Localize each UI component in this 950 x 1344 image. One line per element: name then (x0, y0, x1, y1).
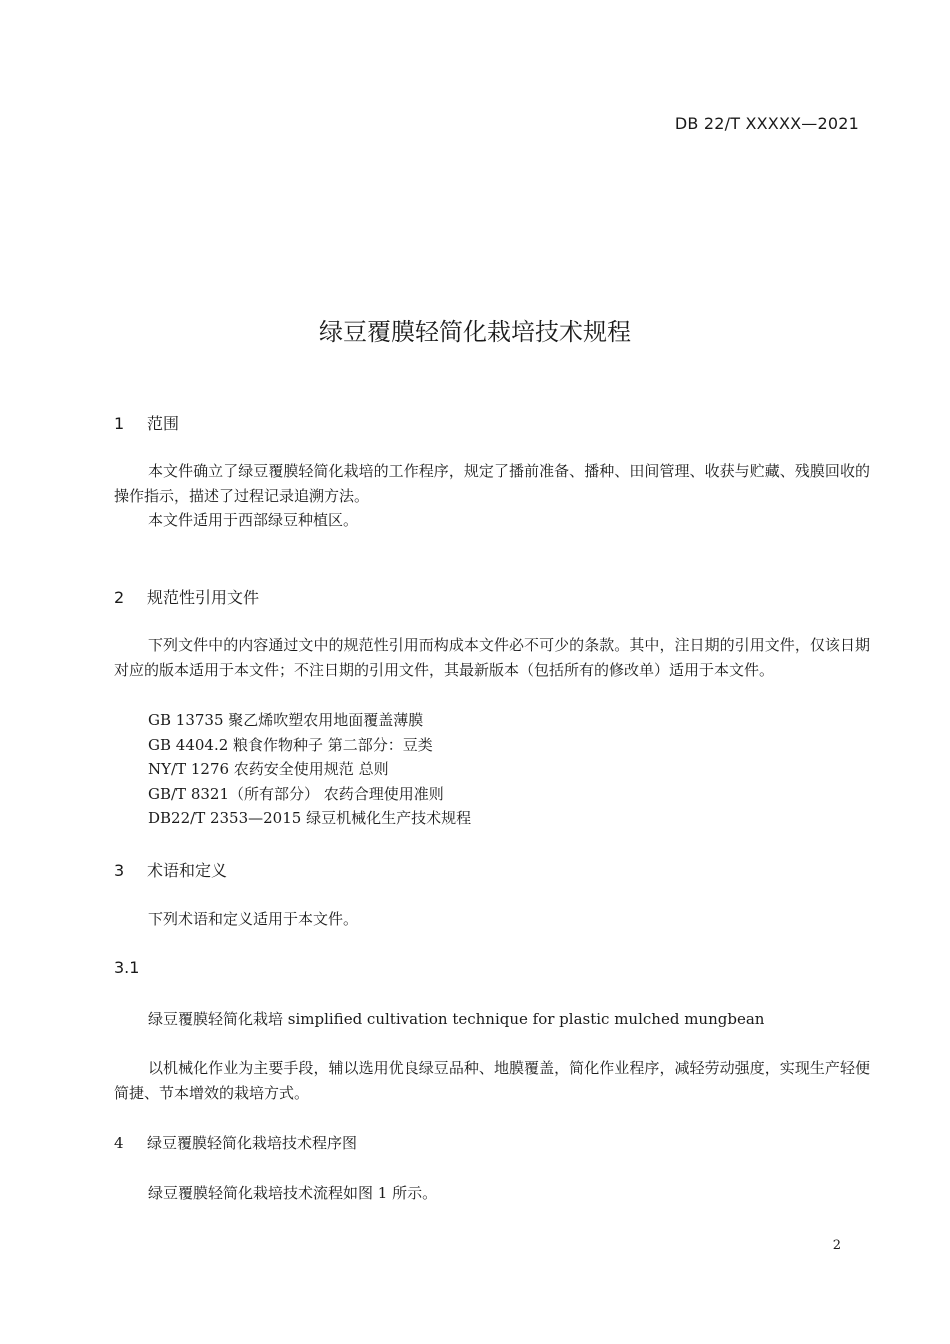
document-title: 绿豆覆膜轻简化栽培技术规程 (319, 318, 631, 346)
section-number: 4 (114, 1134, 124, 1152)
section-number: 2 (114, 588, 125, 607)
reference-item: GB/T 8321（所有部分） 农药合理使用准则 (148, 784, 444, 803)
section-title: 术语和定义 (147, 861, 228, 880)
section-2-paragraph-1: 下列文件中的内容通过文中的规范性引用而构成本文件必不可少的条款。其中，注日期的引用文件，仅该日期对应的版本适用于本文件；不注日期的引用文件，其最新版本（包括所有的修改单）适用于本文件。 (114, 636, 870, 679)
term-definition: 以机械化作业为主要手段，辅以选用优良绿豆品种、地膜覆盖，简化作业程序，减轻劳动强度，实现生产轻便简捷、节本增效的栽培方式。 (114, 1059, 870, 1102)
reference-item: NY/T 1276 农药安全使用规范 总则 (148, 760, 389, 778)
section-1-paragraph-2: 本文件适用于西部绿豆种植区。 (148, 511, 359, 529)
section-1-heading (114, 411, 179, 434)
document-code: DB 22/T XXXXX—2021 (674, 114, 859, 133)
subsection-3-1-number: 3.1 (114, 958, 140, 977)
section-3-heading (114, 858, 227, 881)
reference-item: GB 13735 聚乙烯吹塑农用地面覆盖薄膜 (148, 711, 424, 729)
section-title: 规范性引用文件 (147, 588, 260, 607)
section-4-heading (114, 1132, 357, 1153)
reference-item: GB 4404.2 粮食作物种子 第二部分：豆类 (148, 735, 433, 754)
section-4-paragraph-1: 绿豆覆膜轻简化栽培技术流程如图 1 所示。 (148, 1184, 438, 1202)
section-number: 1 (114, 414, 125, 433)
page-number: 2 (832, 1238, 841, 1253)
section-2-heading (114, 585, 259, 608)
reference-item: DB22/T 2353—2015 绿豆机械化生产技术规程 (148, 809, 472, 827)
section-3-paragraph-1: 下列术语和定义适用于本文件。 (148, 910, 359, 928)
section-title: 范围 (147, 414, 180, 433)
section-number: 3 (114, 861, 125, 880)
section-1-paragraph-1: 本文件确立了绿豆覆膜轻简化栽培的工作程序，规定了播前准备、播种、田间管理、收获与贮藏、残膜回收的操作指示，描述了过程记录追溯方法。 (114, 462, 870, 505)
section-title: 绿豆覆膜轻简化栽培技术程序图 (147, 1134, 358, 1152)
term-entry: 绿豆覆膜轻简化栽培 simplified cultivation technique for plastic mulched mungbean (148, 1010, 765, 1028)
normative-reference-list (148, 708, 471, 831)
